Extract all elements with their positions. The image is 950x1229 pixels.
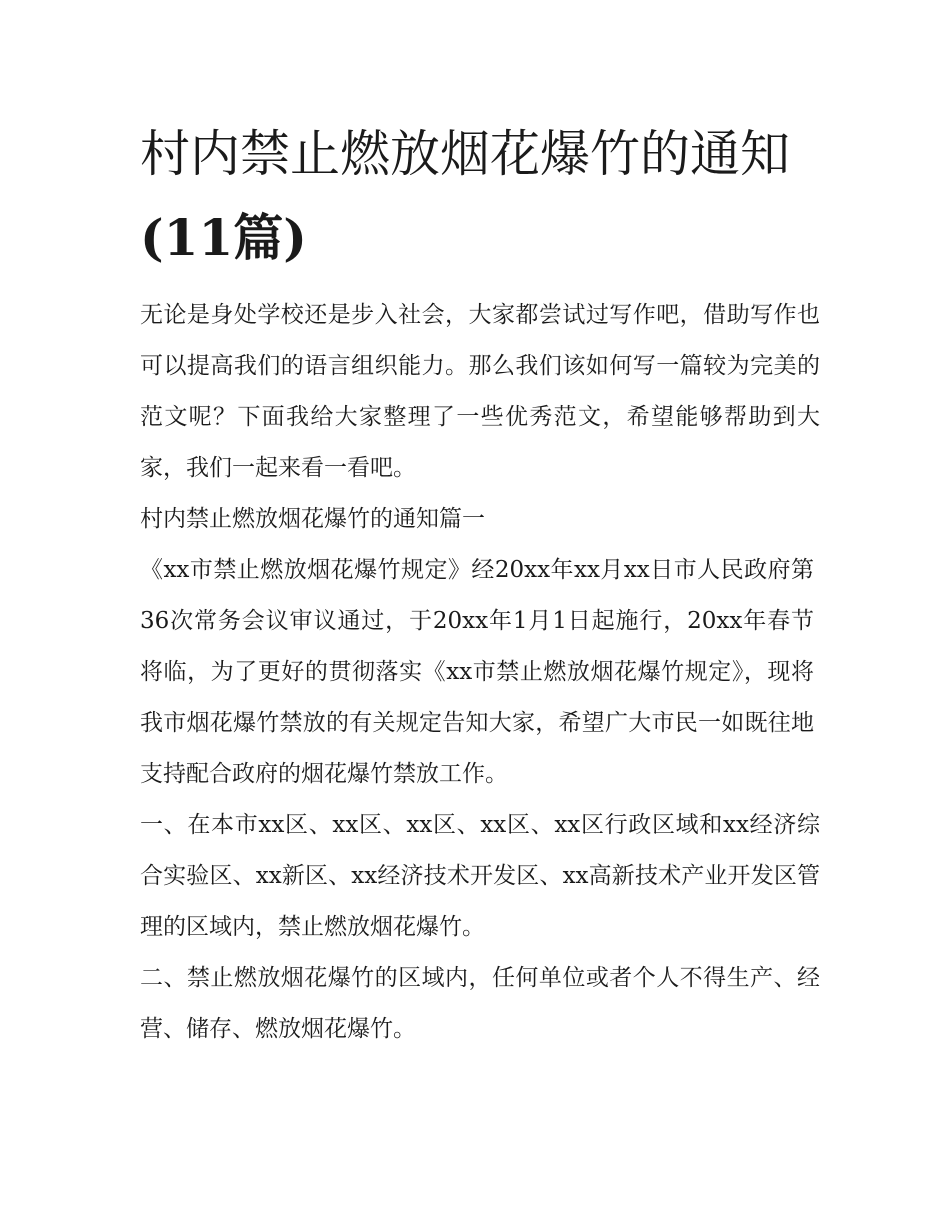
title-count: (11篇) [140,208,307,267]
intro-paragraph: 无论是身处学校还是步入社会，大家都尝试过写作吧，借助写作也可以提高我们的语言组织能力。那么我们该如何写一篇较为完美的范文呢？下面我给大家整理了一些优秀范文，希望能够帮助到大家，我们一起来看一看吧。 [140,302,820,481]
rule-item-two: 二、禁止燃放烟花爆竹的区域内，任何单位或者个人不得生产、经营、储存、燃放烟花爆竹。 [140,965,820,1042]
document-title [140,112,820,280]
document-page [140,112,820,1055]
section-heading: 村内禁止燃放烟花爆竹的通知篇一 [140,506,485,532]
title-main: 村内禁止燃放烟花爆竹的通知 [140,125,790,183]
body-paragraph: 《xx市禁止燃放烟花爆竹规定》经20xx年xx月xx日市人民政府第36次常务会议审议通过，于20xx年1月1日起施行，20xx年春节将临，为了更好的贯彻落实《xx市禁止燃放烟花爆竹规定》，现将我市烟花爆竹禁放的有关规定告知大家，希望广大市民一如既往地支持配合政府的烟花爆竹禁放工作。 [140,557,814,787]
rule-item-one: 一、在本市xx区、xx区、xx区、xx区、xx区行政区域和xx经济综合实验区、xx新区、xx经济技术开发区、xx高新技术产业开发区管理的区域内，禁止燃放烟花爆竹。 [140,812,820,940]
